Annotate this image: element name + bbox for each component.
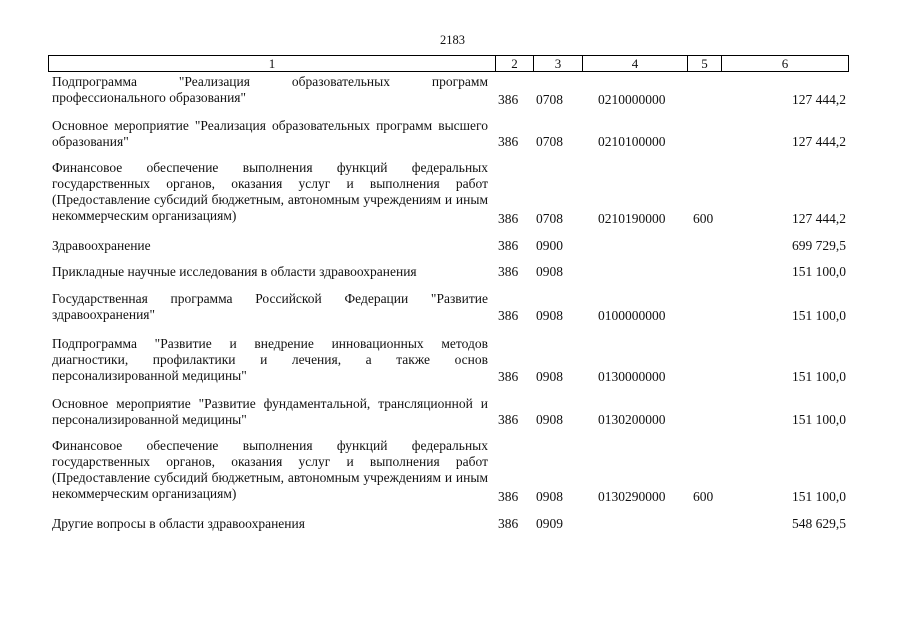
section-code: 0908 — [536, 412, 563, 427]
section-code: 0900 — [536, 238, 563, 253]
expense-type-code: 600 — [693, 489, 714, 504]
column-header-1: 1 — [49, 56, 496, 72]
column-header-3: 3 — [534, 56, 583, 72]
row-description: Финансовое обеспечение выполнения функций федеральных государственных органов, оказания услуг и выполнения работ (Предоставление субсидий бюджетным, автономным учреждениям и иным некоммерческим организациям) — [52, 438, 488, 501]
row-description: Прикладные научные исследования в области здравоохранения — [52, 264, 417, 279]
target-article-code: 0210000000 — [598, 92, 666, 107]
section-code: 0908 — [536, 308, 563, 323]
ministry-code: 386 — [498, 211, 519, 226]
row-description: Другие вопросы в области здравоохранения — [52, 516, 305, 531]
row-description: Финансовое обеспечение выполнения функций федеральных государственных органов, оказания услуг и выполнения работ (Предоставление субсидий бюджетным, автономным учреждениям и иным некоммерческим организациям) — [52, 160, 488, 223]
target-article-code: 0210190000 — [598, 211, 666, 226]
row-description: Здравоохранение — [52, 238, 151, 253]
section-code: 0909 — [536, 516, 563, 531]
target-article-code: 0130290000 — [598, 489, 666, 504]
ministry-code: 386 — [498, 516, 519, 531]
page-number: 2183 — [440, 33, 465, 47]
section-code: 0708 — [536, 134, 563, 149]
column-header-6: 6 — [722, 56, 849, 72]
target-article-code: 0130000000 — [598, 369, 666, 384]
expense-type-code: 600 — [693, 211, 714, 226]
section-code: 0908 — [536, 489, 563, 504]
target-article-code: 0130200000 — [598, 412, 666, 427]
amount: 151 100,0 — [792, 308, 846, 323]
section-code: 0708 — [536, 92, 563, 107]
ministry-code: 386 — [498, 369, 519, 384]
amount: 151 100,0 — [792, 412, 846, 427]
section-code: 0908 — [536, 264, 563, 279]
amount: 127 444,2 — [792, 211, 846, 226]
column-header-4: 4 — [583, 56, 688, 72]
column-header-table — [48, 55, 849, 72]
row-description: Основное мероприятие "Развитие фундаментальной, трансляционной и персонализированной медицины" — [52, 396, 488, 427]
amount: 151 100,0 — [792, 264, 846, 279]
column-header-row — [49, 56, 849, 72]
amount: 151 100,0 — [792, 369, 846, 384]
ministry-code: 386 — [498, 92, 519, 107]
row-description: Государственная программа Российской Федерации "Развитие здравоохранения" — [52, 291, 488, 322]
row-description: Основное мероприятие "Реализация образовательных программ высшего образования" — [52, 118, 488, 149]
row-description: Подпрограмма "Развитие и внедрение инновационных методов диагностики, профилактики и лечения, а также основ персонализированной медицины" — [52, 336, 488, 383]
ministry-code: 386 — [498, 308, 519, 323]
ministry-code: 386 — [498, 134, 519, 149]
amount: 699 729,5 — [792, 238, 846, 253]
ministry-code: 386 — [498, 412, 519, 427]
ministry-code: 386 — [498, 264, 519, 279]
amount: 548 629,5 — [792, 516, 846, 531]
target-article-code: 0210100000 — [598, 134, 666, 149]
row-description: Подпрограмма "Реализация образовательных программ профессионального образования" — [52, 74, 488, 105]
target-article-code: 0100000000 — [598, 308, 666, 323]
ministry-code: 386 — [498, 489, 519, 504]
column-header-5: 5 — [688, 56, 722, 72]
column-header-2: 2 — [496, 56, 534, 72]
amount: 127 444,2 — [792, 134, 846, 149]
amount: 127 444,2 — [792, 92, 846, 107]
ministry-code: 386 — [498, 238, 519, 253]
amount: 151 100,0 — [792, 489, 846, 504]
section-code: 0908 — [536, 369, 563, 384]
section-code: 0708 — [536, 211, 563, 226]
